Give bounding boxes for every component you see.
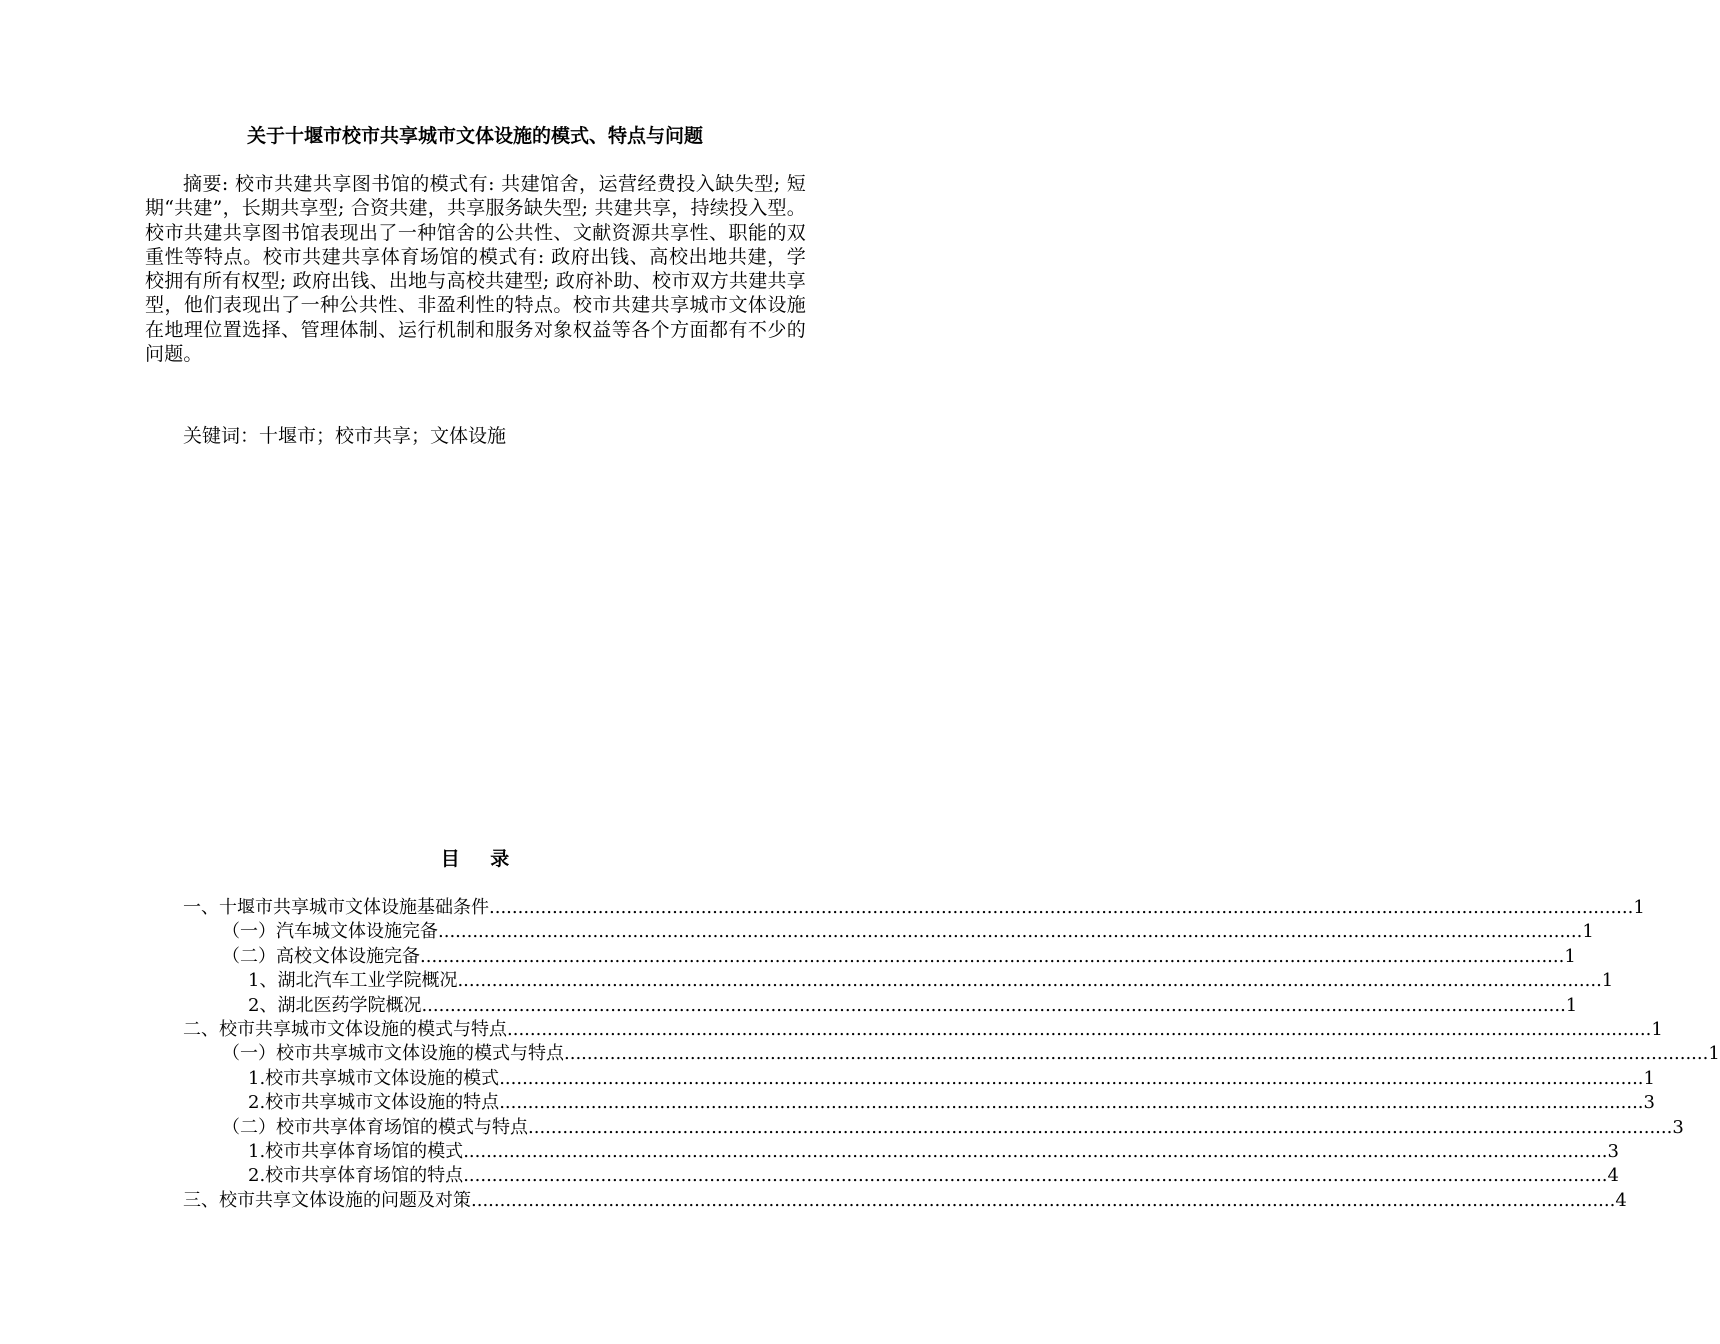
- toc-dot-leader: ........................................................................................................................................................................................................: [420, 945, 1565, 967]
- toc-dot-leader: ........................................................................................................................................................................................................: [528, 1116, 1673, 1138]
- toc-entry[interactable]: [248, 1091, 1655, 1115]
- toc-entry[interactable]: [248, 1067, 1655, 1091]
- toc-dot-leader: ........................................................................................................................................................................................................: [564, 1043, 1709, 1065]
- toc-page-number: 1: [1582, 921, 1594, 943]
- toc-entry[interactable]: [222, 1116, 1684, 1140]
- toc-page-number: 1: [1708, 1043, 1720, 1065]
- toc-entry-text: 2、湖北医药学院概况: [248, 994, 422, 1016]
- toc-dot-leader: ........................................................................................................................................................................................................: [463, 1140, 1608, 1162]
- toc-entry-text: （二）校市共享体育场馆的模式与特点: [222, 1116, 528, 1138]
- toc-entry[interactable]: [248, 969, 1614, 993]
- toc-dot-leader: ........................................................................................................................................................................................................: [463, 1165, 1608, 1187]
- toc-dot-leader: ........................................................................................................................................................................................................: [457, 970, 1602, 992]
- toc-page-number: 1: [1601, 970, 1614, 992]
- toc-entry-text: 2.校市共享城市文体设施的特点: [248, 1092, 500, 1114]
- toc-page-number: 3: [1672, 1116, 1684, 1138]
- toc-dot-leader: ........................................................................................................................................................................................................: [471, 1189, 1616, 1211]
- toc-entry-text: 一、十堰市共享城市文体设施基础条件: [183, 897, 489, 918]
- toc-page-number: 1: [1564, 945, 1576, 967]
- document-title: 关于十堰市校市共享城市文体设施的模式、特点与问题: [246, 125, 703, 147]
- toc-page-number: 1: [1565, 994, 1578, 1016]
- toc-entry-text: 二、校市共享城市文体设施的模式与特点: [183, 1018, 507, 1040]
- toc-entry[interactable]: [248, 1164, 1619, 1188]
- toc-title: 目 录: [440, 848, 522, 870]
- toc-entry[interactable]: [183, 1018, 1663, 1042]
- toc-entry-text: （二）高校文体设施完备: [222, 945, 420, 967]
- toc-dot-leader: ........................................................................................................................................................................................................: [507, 1018, 1652, 1040]
- toc-entry[interactable]: [222, 945, 1576, 969]
- toc-entry[interactable]: [248, 1140, 1619, 1164]
- toc-page-number: 3: [1643, 1092, 1655, 1114]
- toc-dot-leader: ........................................................................................................................................................................................................: [421, 994, 1566, 1016]
- toc-entry[interactable]: [248, 994, 1578, 1018]
- toc-page-number: 1: [1651, 1018, 1663, 1040]
- toc-dot-leader: ........................................................................................................................................................................................................: [438, 921, 1583, 943]
- toc-entry[interactable]: [183, 896, 1645, 920]
- toc-entry[interactable]: [222, 920, 1594, 944]
- toc-page-number: 4: [1615, 1189, 1627, 1211]
- toc-entry-text: 三、校市共享文体设施的问题及对策: [183, 1189, 471, 1211]
- keywords-line: 关键词：十堰市；校市共享；文体设施: [183, 425, 507, 447]
- toc-entry-text: 1、湖北汽车工业学院概况: [248, 970, 458, 992]
- toc-entry-text: 1.校市共享城市文体设施的模式: [248, 1067, 500, 1089]
- toc-entry-text: （一）汽车城文体设施完备: [222, 921, 438, 943]
- table-of-contents: [0, 896, 1720, 1213]
- toc-entry-text: （一）校市共享城市文体设施的模式与特点: [222, 1043, 564, 1065]
- toc-page-number: 3: [1607, 1140, 1619, 1162]
- toc-page-number: 1: [1643, 1067, 1655, 1089]
- toc-entry[interactable]: [222, 1042, 1720, 1066]
- toc-page-number: 1: [1633, 897, 1645, 918]
- toc-entry-text: 1.校市共享体育场馆的模式: [248, 1140, 464, 1162]
- toc-dot-leader: ........................................................................................................................................................................................................: [499, 1092, 1644, 1114]
- toc-entry[interactable]: [183, 1189, 1627, 1213]
- toc-dot-leader: ........................................................................................................................................................................................................: [489, 897, 1634, 918]
- toc-entry-text: 2.校市共享体育场馆的特点: [248, 1165, 464, 1187]
- toc-dot-leader: ........................................................................................................................................................................................................: [499, 1067, 1644, 1089]
- abstract-paragraph: 摘要: 校市共建共享图书馆的模式有: 共建馆舍，运营经费投入缺失型; 短期“共建”，长期共享型; 合资共建，共享服务缺失型; 共建共享，持续投入型。校市共建共享图书馆表现出了一种馆舍的公共性、文献资源共享性、职能的双重性等特点。校市共建共享体育场馆的模式有: 政府出钱、高校出地共建，学校拥有所有权型; 政府出钱、出地与高校共建型; 政府补助、校市双方共建共享型，他们表现出了一种公共性、非盈利性的特点。校市共建共享城市文体设施在地理位置选择、管理体制、运行机制和服务对象权益等各个方面都有不少的问题。: [145, 173, 806, 366]
- toc-page-number: 4: [1607, 1165, 1619, 1187]
